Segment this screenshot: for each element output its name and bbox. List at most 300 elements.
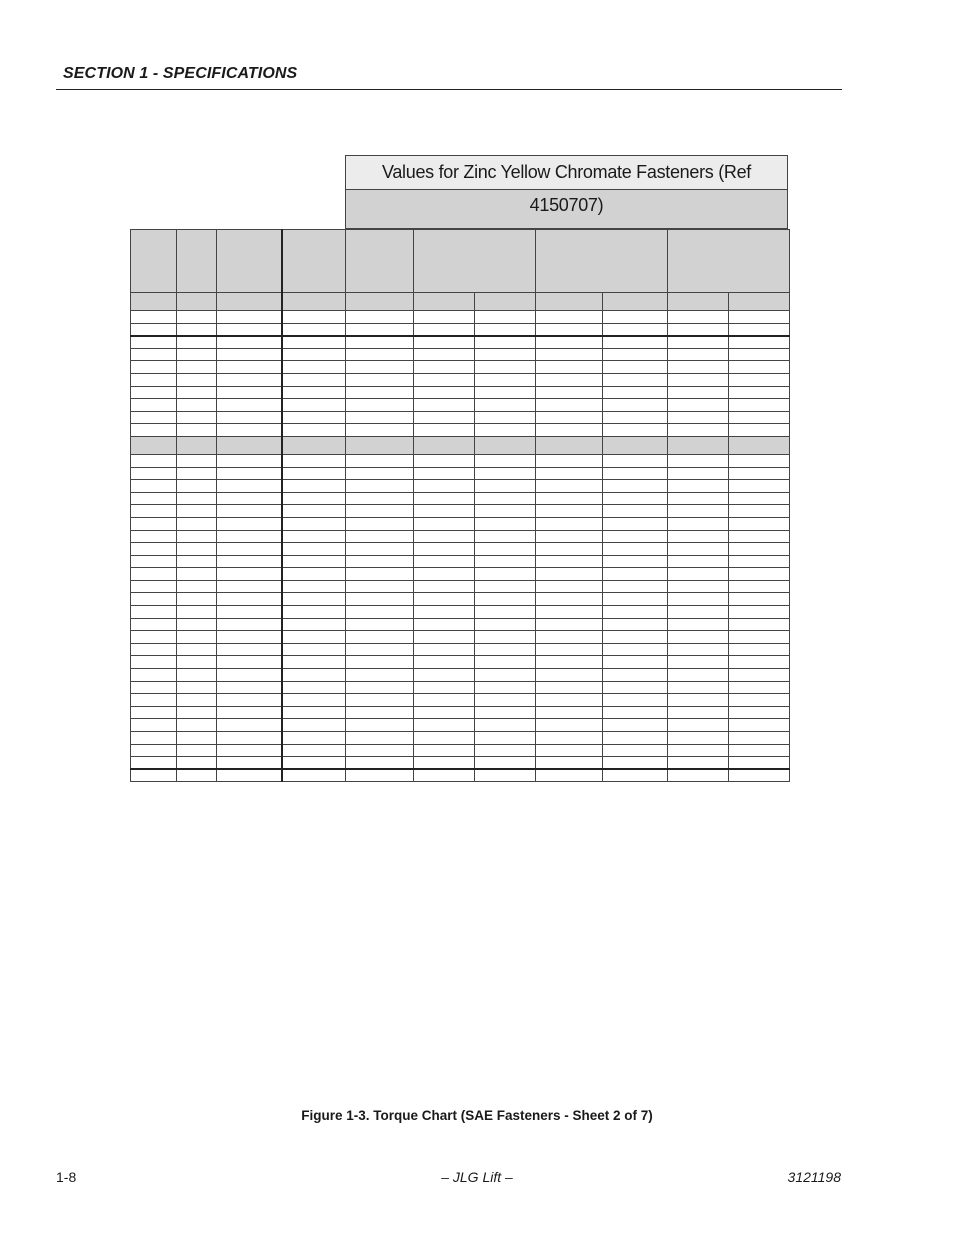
table-cell xyxy=(475,543,536,556)
table-cell xyxy=(603,719,668,732)
table-cell xyxy=(131,293,177,311)
table-cell xyxy=(131,323,177,336)
table-cell xyxy=(536,631,603,644)
table-cell xyxy=(414,593,475,606)
table-cell xyxy=(729,373,790,386)
table-cell xyxy=(603,323,668,336)
table-cell xyxy=(346,656,414,669)
table-cell xyxy=(536,706,603,719)
table-cell xyxy=(536,517,603,530)
table-cell xyxy=(536,492,603,505)
table-cell xyxy=(536,719,603,732)
table-cell xyxy=(414,361,475,374)
table-cell xyxy=(217,593,282,606)
table-cell xyxy=(729,757,790,770)
table-cell xyxy=(475,719,536,732)
table-cell xyxy=(217,348,282,361)
table-cell xyxy=(603,336,668,349)
table-row xyxy=(131,732,790,745)
table-cell xyxy=(346,311,414,324)
table-cell xyxy=(603,505,668,518)
table-cell xyxy=(282,492,346,505)
table-cell xyxy=(475,293,536,311)
table-cell xyxy=(668,706,729,719)
table-cell xyxy=(177,424,217,437)
table-cell xyxy=(346,517,414,530)
table-cell xyxy=(475,744,536,757)
table-cell xyxy=(668,719,729,732)
table-cell xyxy=(603,373,668,386)
table-cell xyxy=(668,530,729,543)
table-cell xyxy=(346,411,414,424)
table-cell xyxy=(536,593,603,606)
table-cell xyxy=(282,517,346,530)
table-cell xyxy=(414,411,475,424)
table-cell xyxy=(668,373,729,386)
table-cell xyxy=(729,580,790,593)
table-cell xyxy=(536,361,603,374)
table-cell xyxy=(475,399,536,412)
table-cell xyxy=(475,694,536,707)
table-row xyxy=(131,505,790,518)
table-cell xyxy=(177,543,217,556)
table-cell xyxy=(217,719,282,732)
table-cell xyxy=(536,436,603,454)
table-cell xyxy=(131,424,177,437)
table-cell xyxy=(414,517,475,530)
table-cell xyxy=(536,555,603,568)
table-cell xyxy=(346,454,414,467)
table-cell xyxy=(475,436,536,454)
table-cell xyxy=(346,593,414,606)
table-cell xyxy=(346,386,414,399)
table-cell xyxy=(131,568,177,581)
table-cell xyxy=(282,373,346,386)
table-cell xyxy=(177,744,217,757)
table-cell xyxy=(668,606,729,619)
table-cell xyxy=(414,631,475,644)
table-cell xyxy=(603,732,668,745)
table-row xyxy=(131,643,790,656)
table-cell xyxy=(414,311,475,324)
table-cell xyxy=(282,436,346,454)
table-cell xyxy=(414,543,475,556)
table-cell xyxy=(475,386,536,399)
table-title: Values for Zinc Yellow Chromate Fasteners (Ref 4150707) xyxy=(346,156,787,190)
table-cell xyxy=(668,411,729,424)
table-cell xyxy=(536,336,603,349)
table-cell xyxy=(177,492,217,505)
table-cell xyxy=(177,436,217,454)
table-cell xyxy=(536,744,603,757)
table-row xyxy=(131,543,790,556)
table-row xyxy=(131,669,790,682)
table-cell xyxy=(282,580,346,593)
table-row xyxy=(131,656,790,669)
table-cell xyxy=(217,480,282,493)
table-cell xyxy=(475,411,536,424)
figure-caption: Figure 1-3. Torque Chart (SAE Fasteners - Sheet 2 of 7) xyxy=(301,1108,653,1123)
table-cell xyxy=(475,454,536,467)
table-cell xyxy=(282,606,346,619)
table-cell xyxy=(603,480,668,493)
table-cell xyxy=(414,467,475,480)
table-cell xyxy=(729,543,790,556)
table-row xyxy=(131,744,790,757)
table-cell xyxy=(177,593,217,606)
table-cell xyxy=(177,694,217,707)
table-cell xyxy=(346,467,414,480)
table-cell xyxy=(131,480,177,493)
table-cell xyxy=(536,656,603,669)
table-cell xyxy=(177,732,217,745)
table-cell xyxy=(131,436,177,454)
table-cell xyxy=(177,230,217,293)
table-cell xyxy=(414,681,475,694)
table-cell xyxy=(603,744,668,757)
table-cell xyxy=(217,568,282,581)
table-cell xyxy=(282,293,346,311)
table-cell xyxy=(603,593,668,606)
table-cell xyxy=(414,530,475,543)
table-cell xyxy=(603,348,668,361)
table-cell xyxy=(729,492,790,505)
table-cell xyxy=(668,436,729,454)
table-cell xyxy=(668,631,729,644)
table-cell xyxy=(217,757,282,770)
table-cell xyxy=(217,681,282,694)
table-cell xyxy=(282,656,346,669)
table-cell xyxy=(177,480,217,493)
table-cell xyxy=(217,492,282,505)
table-cell xyxy=(346,706,414,719)
table-cell xyxy=(414,323,475,336)
table-row xyxy=(131,411,790,424)
header-rule xyxy=(56,89,842,90)
table-cell xyxy=(282,311,346,324)
table-cell xyxy=(668,543,729,556)
table-cell xyxy=(177,618,217,631)
table-cell xyxy=(217,399,282,412)
table-cell xyxy=(282,706,346,719)
table-cell xyxy=(177,386,217,399)
table-cell xyxy=(729,386,790,399)
table-cell xyxy=(475,580,536,593)
table-cell xyxy=(729,311,790,324)
table-cell xyxy=(475,606,536,619)
table-cell xyxy=(729,480,790,493)
table-cell xyxy=(282,681,346,694)
table-cell xyxy=(177,555,217,568)
table-cell xyxy=(536,424,603,437)
table-cell xyxy=(603,517,668,530)
table-cell xyxy=(346,757,414,770)
table-cell xyxy=(536,543,603,556)
table-cell xyxy=(668,467,729,480)
table-cell xyxy=(603,411,668,424)
table-cell xyxy=(475,530,536,543)
table-cell xyxy=(131,631,177,644)
table-cell xyxy=(131,348,177,361)
table-cell xyxy=(177,656,217,669)
table-cell xyxy=(414,606,475,619)
table-row xyxy=(131,517,790,530)
table-cell xyxy=(131,467,177,480)
table-cell xyxy=(217,454,282,467)
table-cell xyxy=(536,606,603,619)
page-number: 1-8 xyxy=(56,1169,77,1185)
table-cell xyxy=(536,230,668,293)
table-cell xyxy=(603,454,668,467)
table-row xyxy=(131,706,790,719)
table-cell xyxy=(668,643,729,656)
table-title-box xyxy=(345,155,788,229)
table-cell xyxy=(346,436,414,454)
table-cell xyxy=(131,530,177,543)
table-cell xyxy=(414,373,475,386)
table-cell xyxy=(668,568,729,581)
table-cell xyxy=(414,386,475,399)
table-row xyxy=(131,336,790,349)
table-cell xyxy=(729,323,790,336)
table-row xyxy=(131,480,790,493)
table-cell xyxy=(177,530,217,543)
table-cell xyxy=(282,732,346,745)
table-cell xyxy=(414,769,475,782)
table-row xyxy=(131,454,790,467)
table-cell xyxy=(536,669,603,682)
table-cell xyxy=(668,618,729,631)
table-cell xyxy=(668,669,729,682)
table-cell xyxy=(729,293,790,311)
table-cell xyxy=(729,555,790,568)
table-cell xyxy=(475,593,536,606)
table-cell xyxy=(668,694,729,707)
table-cell xyxy=(536,386,603,399)
table-cell xyxy=(346,230,414,293)
table-cell xyxy=(131,492,177,505)
table-cell xyxy=(177,311,217,324)
table-cell xyxy=(346,336,414,349)
table-cell xyxy=(217,517,282,530)
table-cell xyxy=(217,386,282,399)
table-cell xyxy=(217,694,282,707)
table-cell xyxy=(414,706,475,719)
table-cell xyxy=(177,606,217,619)
table-cell xyxy=(131,517,177,530)
table-cell xyxy=(217,606,282,619)
table-cell xyxy=(414,669,475,682)
table-cell xyxy=(536,618,603,631)
table-cell xyxy=(131,744,177,757)
table-cell xyxy=(536,505,603,518)
table-cell xyxy=(177,580,217,593)
table-cell xyxy=(282,769,346,782)
table-cell xyxy=(414,454,475,467)
table-row xyxy=(131,593,790,606)
table-cell xyxy=(131,373,177,386)
table-cell xyxy=(131,669,177,682)
table-cell xyxy=(282,230,346,293)
table-cell xyxy=(217,631,282,644)
table-row xyxy=(131,311,790,324)
table-cell xyxy=(668,454,729,467)
table-cell xyxy=(475,643,536,656)
table-cell xyxy=(177,373,217,386)
table-cell xyxy=(217,373,282,386)
table-cell xyxy=(414,293,475,311)
table-cell xyxy=(729,732,790,745)
table-cell xyxy=(346,323,414,336)
table-cell xyxy=(217,580,282,593)
table-cell xyxy=(177,293,217,311)
table-row xyxy=(131,467,790,480)
table-cell xyxy=(282,530,346,543)
table-cell xyxy=(603,543,668,556)
table-cell xyxy=(414,757,475,770)
table-cell xyxy=(217,530,282,543)
table-cell xyxy=(282,361,346,374)
table-cell xyxy=(536,694,603,707)
table-cell xyxy=(603,606,668,619)
table-cell xyxy=(729,336,790,349)
table-cell xyxy=(729,424,790,437)
table-cell xyxy=(217,293,282,311)
table-cell xyxy=(346,606,414,619)
table-row xyxy=(131,555,790,568)
table-cell xyxy=(603,467,668,480)
table-row xyxy=(131,361,790,374)
table-cell xyxy=(729,454,790,467)
table-cell xyxy=(729,719,790,732)
table-cell xyxy=(177,568,217,581)
table-cell xyxy=(729,467,790,480)
table-cell xyxy=(177,454,217,467)
table-cell xyxy=(536,732,603,745)
table-cell xyxy=(603,424,668,437)
table-cell xyxy=(131,543,177,556)
table-cell xyxy=(603,769,668,782)
table-cell xyxy=(131,230,177,293)
table-cell xyxy=(346,681,414,694)
table-cell xyxy=(131,593,177,606)
table-cell xyxy=(131,606,177,619)
table-cell xyxy=(414,480,475,493)
table-cell xyxy=(668,323,729,336)
table-cell xyxy=(536,580,603,593)
table-cell xyxy=(282,744,346,757)
table-cell xyxy=(475,757,536,770)
table-cell xyxy=(668,361,729,374)
table-cell xyxy=(177,706,217,719)
table-cell xyxy=(177,631,217,644)
table-cell xyxy=(603,706,668,719)
table-cell xyxy=(131,454,177,467)
table-cell xyxy=(282,505,346,518)
table-cell xyxy=(475,681,536,694)
table-cell xyxy=(603,436,668,454)
table-cell xyxy=(668,744,729,757)
table-cell xyxy=(729,348,790,361)
table-cell xyxy=(603,618,668,631)
table-cell xyxy=(131,732,177,745)
table-cell xyxy=(131,757,177,770)
table-cell xyxy=(475,517,536,530)
table-cell xyxy=(603,656,668,669)
table-cell xyxy=(217,555,282,568)
table-cell xyxy=(414,230,536,293)
table-cell xyxy=(729,411,790,424)
table-cell xyxy=(536,323,603,336)
table-cell xyxy=(536,530,603,543)
table-cell xyxy=(475,631,536,644)
table-cell xyxy=(282,467,346,480)
table-cell xyxy=(346,424,414,437)
table-cell xyxy=(282,694,346,707)
table-cell xyxy=(217,706,282,719)
table-cell xyxy=(282,719,346,732)
table-cell xyxy=(475,618,536,631)
table-cell xyxy=(414,580,475,593)
table-row xyxy=(131,436,790,454)
table-cell xyxy=(282,454,346,467)
table-cell xyxy=(177,323,217,336)
table-cell xyxy=(414,732,475,745)
table-cell xyxy=(603,293,668,311)
table-cell xyxy=(668,311,729,324)
table-row xyxy=(131,323,790,336)
table-cell xyxy=(282,631,346,644)
table-cell xyxy=(603,757,668,770)
table-cell xyxy=(668,580,729,593)
table-row xyxy=(131,631,790,644)
table-cell xyxy=(177,336,217,349)
table-cell xyxy=(282,593,346,606)
table-cell xyxy=(536,311,603,324)
table-cell xyxy=(177,517,217,530)
table-cell xyxy=(668,517,729,530)
table-cell xyxy=(729,769,790,782)
table-cell xyxy=(177,719,217,732)
table-row xyxy=(131,424,790,437)
table-cell xyxy=(729,361,790,374)
table-cell xyxy=(475,732,536,745)
table-cell xyxy=(131,694,177,707)
table-cell xyxy=(668,348,729,361)
table-cell xyxy=(414,555,475,568)
table-cell xyxy=(603,681,668,694)
table-row xyxy=(131,757,790,770)
table-cell xyxy=(346,769,414,782)
table-cell xyxy=(177,643,217,656)
table-cell xyxy=(346,631,414,644)
table-cell xyxy=(475,706,536,719)
table-cell xyxy=(536,568,603,581)
table-cell xyxy=(729,631,790,644)
table-cell xyxy=(603,631,668,644)
table-cell xyxy=(217,732,282,745)
table-cell xyxy=(217,424,282,437)
table-cell xyxy=(346,480,414,493)
document-number: 3121198 xyxy=(787,1169,841,1185)
table-cell xyxy=(131,555,177,568)
table-cell xyxy=(177,669,217,682)
table-cell xyxy=(131,361,177,374)
table-cell xyxy=(346,361,414,374)
table-cell xyxy=(668,757,729,770)
table-cell xyxy=(475,467,536,480)
table-cell xyxy=(282,618,346,631)
